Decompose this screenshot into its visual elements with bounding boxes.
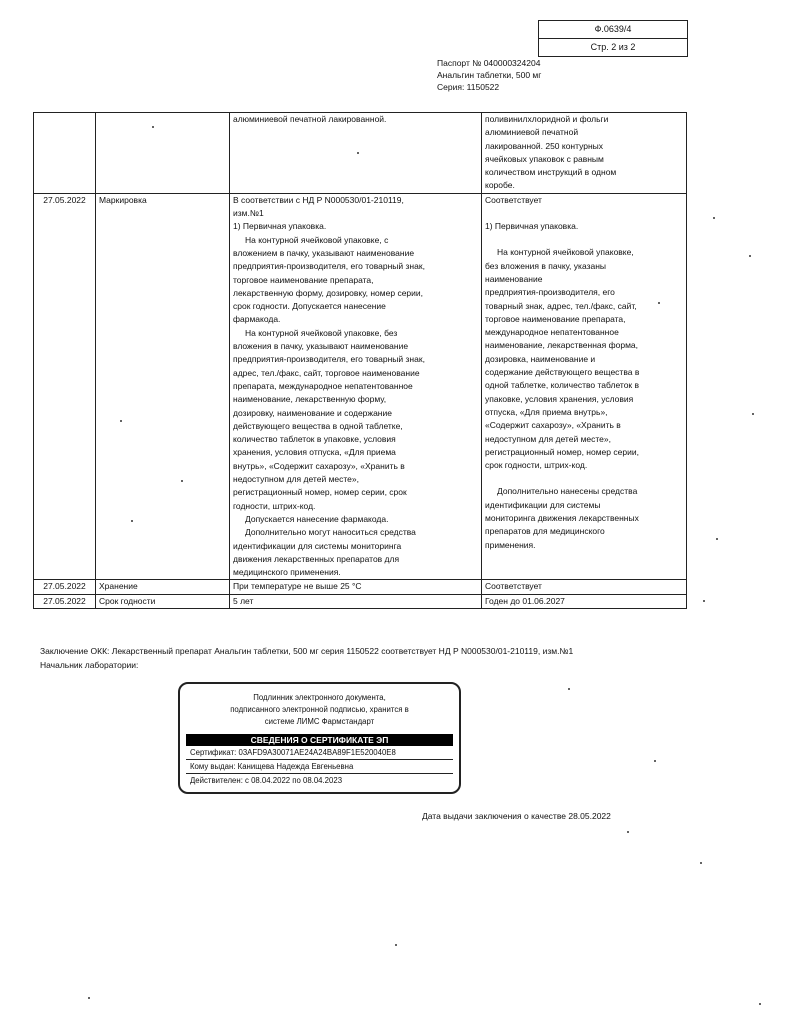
speck — [152, 126, 154, 128]
result-cell: поливинилхлоридной и фольги алюминиевой печатной лакированной. 250 контурных ячейковых упаковок с равным количеством инструкций в одном коробе. — [482, 113, 687, 194]
result-cell: Соответствует 1) Первичная упаковка. На контурной ячейковой упаковке, без вложения в пачку, указаны наименование предприятия-производителя, его товарный знак, адрес, тел./факс, сайт, торговое наименование препарата, международное непатентованное наименование, лекарственная форма, дозировка, наименование и содержание действующего вещества в одной таблетке, количество таблеток в упаковке, условия хранения, условия отпуска, «Для приема внутрь», «Содержит сахарозу», «Хранить в недоступном для детей месте», регистрационный номер, номер серии, срок годности, штрих-код. Дополнительно нанесены средства идентификации для системы мониторинга движения лекарственных препаратов для медицинского применения. — [482, 193, 687, 580]
issue-date: Дата выдачи заключения о качестве 28.05.2022 — [422, 811, 611, 821]
table-row — [34, 113, 687, 194]
head-of-lab-label: Начальник лаборатории: — [40, 660, 139, 670]
table-row — [34, 580, 687, 594]
requirement-cell: В соответствии с НД Р N000530/01-210119, изм.№1 1) Первичная упаковка. На контурной ячейковой упаковке, с вложением в пачку, указывают наименование предприятия-производителя, его товарный знак, торговое наименование препарата, лекарственную форму, дозировку, номер серии, срок годности. Допускается нанесение фармакода. На контурной ячейковой упаковке, без вложения в пачку, указывают наименование предприятия-производителя, его товарный знак, адрес, тел./факс, сайт, торговое наименование препарата, международное непатентованное наименование, лекарственную форму, дозировку, наименование и содержание действующего вещества в одной таблетке, количество таблеток в упаковке, условия хранения, условия отпуска, «Для приема внутрь», «Содержит сахарозу», «Хранить в недоступном для детей месте», регистрационный номер, номер серии, срок годности, штрих-код. Допускается нанесение фармакода. Дополнительно могут наноситься средства идентификации для системы мониторинга движения лекарственных препаратов для медицинского применения. — [230, 193, 482, 580]
product-name: Анальгин таблетки, 500 мг — [437, 70, 542, 80]
certificate-owner: Кому выдан: Канищева Надежда Евгеньевна — [186, 760, 453, 774]
speck — [357, 152, 359, 154]
requirement-cell: 5 лет — [230, 594, 482, 608]
speck — [654, 760, 656, 762]
speck — [716, 538, 718, 540]
passport-block — [437, 57, 541, 93]
result-cell: Годен до 01.06.2027 — [482, 594, 687, 608]
speck — [752, 413, 754, 415]
speck — [568, 688, 570, 690]
date-cell: 27.05.2022 — [34, 193, 96, 580]
date-cell: 27.05.2022 — [34, 580, 96, 594]
speck — [713, 217, 715, 219]
indicator-cell: Хранение — [96, 580, 230, 594]
indicator-cell — [96, 113, 230, 194]
certificate-number: Сертификат: 03AFD9A30071AE24A24BA89F1E520040E8 — [186, 746, 453, 760]
indicator-cell: Маркировка — [96, 193, 230, 580]
stamp-line: подписанного электронной подписью, хранится в — [230, 705, 409, 714]
passport-number: Паспорт № 040000324204 — [437, 58, 541, 68]
series-number: Серия: 1150522 — [437, 82, 500, 92]
requirement-cell: алюминиевой печатной лакированной. — [230, 113, 482, 194]
stamp-line: Подлинник электронного документа, — [253, 693, 386, 702]
speck — [88, 997, 90, 999]
result-cell: Соответствует — [482, 580, 687, 594]
speck — [181, 480, 183, 482]
speck — [131, 520, 133, 522]
speck — [627, 831, 629, 833]
stamp-line: системе ЛИМС Фармстандарт — [264, 717, 375, 726]
speck — [759, 1003, 761, 1005]
speck — [120, 420, 122, 422]
speck — [700, 862, 702, 864]
date-cell: 27.05.2022 — [34, 594, 96, 608]
speck — [749, 255, 751, 257]
conclusion-block — [40, 644, 600, 672]
form-code: Ф.0639/4 — [594, 24, 632, 34]
indicator-cell: Срок годности — [96, 594, 230, 608]
speck — [703, 600, 705, 602]
speck — [395, 944, 397, 946]
form-code-box — [538, 20, 688, 57]
speck — [658, 302, 660, 304]
requirement-cell: При температуре не выше 25 °С — [230, 580, 482, 594]
results-table — [33, 112, 687, 609]
certificate-banner: СВЕДЕНИЯ О СЕРТИФИКАТЕ ЭП — [186, 734, 453, 746]
page-info: Стр. 2 из 2 — [539, 38, 687, 56]
certificate-validity: Действителен: с 08.04.2022 по 08.04.2023 — [190, 776, 343, 785]
conclusion-text: Заключение ОКК: Лекарственный препарат Анальгин таблетки, 500 мг серия 1150522 соответствует НД Р N000530/01-210119, изм.№1 — [40, 646, 574, 656]
e-signature-stamp — [178, 682, 461, 794]
table-row — [34, 594, 687, 608]
date-cell — [34, 113, 96, 194]
